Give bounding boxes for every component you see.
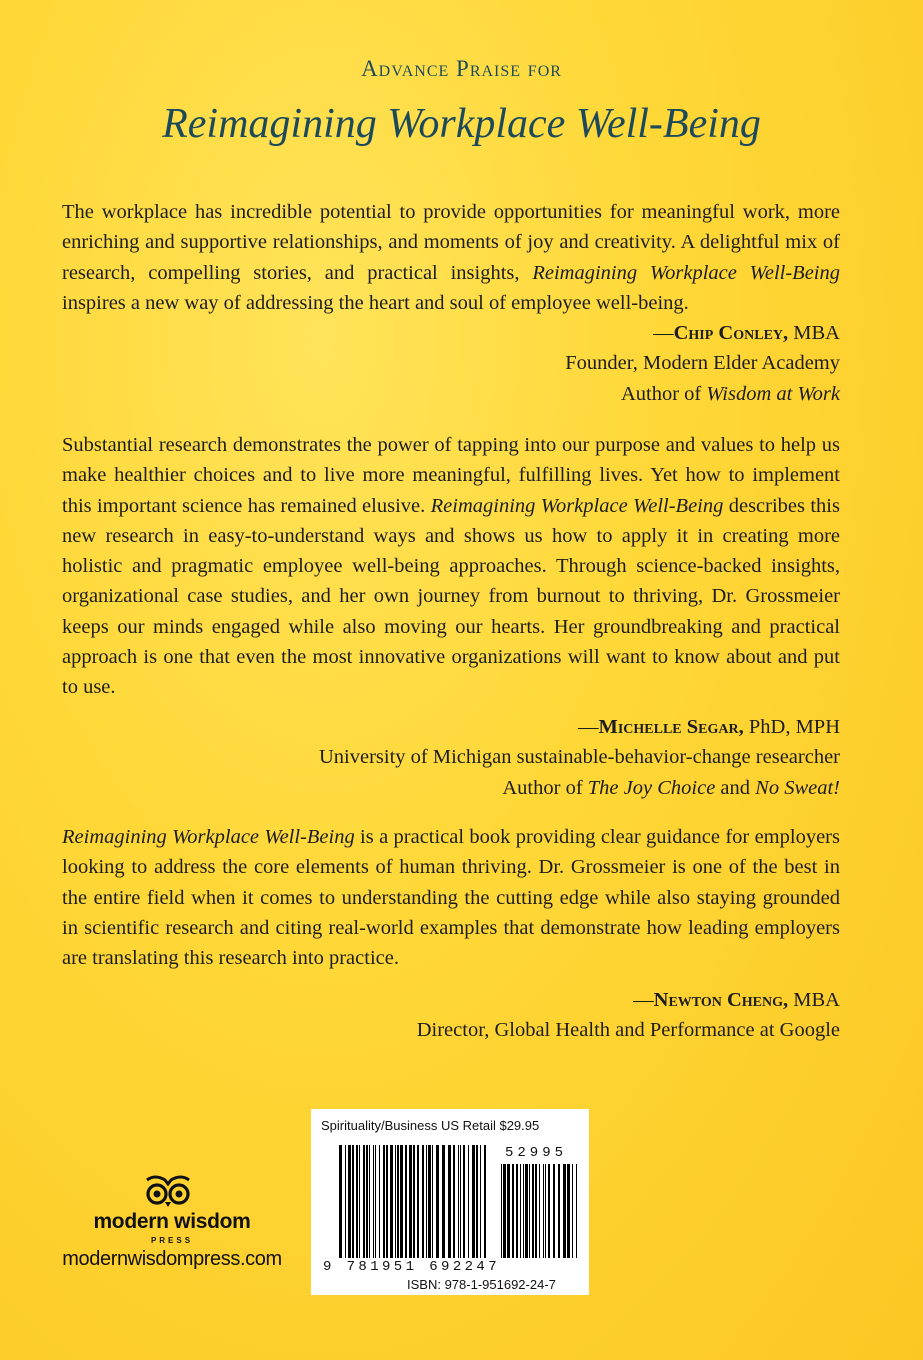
barcode-bar bbox=[567, 1164, 570, 1258]
barcode-bar bbox=[369, 1145, 370, 1258]
attribution-3: —Newton Cheng, MBA Director, Global Health and Performance at Google bbox=[416, 989, 840, 1042]
praise-quote-3: Reimagining Workplace Well-Being is a practical book providing clear guidance for employers looking to address the core elements of human thriving. Dr. Grossmeier is one of the best in the entire field when it comes to understanding the cutting edge while also staying grounded in scientific research and citing real-world examples that demonstrate how leading employers are translating this research into practice. bbox=[62, 826, 840, 970]
barcode-bar bbox=[553, 1164, 555, 1258]
barcode-bar bbox=[453, 1145, 455, 1258]
barcode-bar bbox=[532, 1164, 534, 1258]
barcode-bar bbox=[442, 1145, 445, 1258]
barcode-bar bbox=[512, 1164, 514, 1258]
barcode-bar bbox=[409, 1145, 412, 1258]
barcode-bar bbox=[386, 1145, 388, 1258]
publisher-press: PRESS bbox=[150, 1236, 194, 1245]
barcode-bar bbox=[448, 1145, 451, 1258]
barcode-bar bbox=[472, 1145, 475, 1258]
barcode-bar bbox=[359, 1145, 360, 1258]
isbn-label: ISBN: 978-1-951692-24-7 bbox=[407, 1277, 556, 1292]
barcode-bar bbox=[572, 1164, 573, 1258]
barcode-bar bbox=[405, 1145, 407, 1258]
barcode-bar bbox=[428, 1145, 431, 1258]
barcode-bar bbox=[422, 1145, 424, 1258]
barcode-bar bbox=[413, 1145, 415, 1258]
barcode-bar bbox=[480, 1145, 481, 1258]
praise-quote-1: The workplace has incredible potential to provide opportunities for meaningful work, more enriching and supportive relationships, and moments of joy and creativity. A delightful mix of research, compelling stories, and practical insights, Reimagining Workplace Well-Being inspires a new way of addressing the heart and soul of employee well-being. bbox=[62, 201, 840, 314]
barcode-bar bbox=[345, 1145, 346, 1258]
barcode-bar bbox=[507, 1164, 510, 1258]
heading-pre: Advance Praise for bbox=[361, 56, 562, 81]
barcode-bar bbox=[458, 1145, 459, 1258]
barcode-bar bbox=[525, 1164, 528, 1258]
barcode-bar bbox=[503, 1164, 506, 1258]
barcode-bar bbox=[339, 1145, 342, 1258]
isbn-barcode-icon bbox=[339, 1145, 489, 1258]
publisher-name: modern wisdom bbox=[93, 1210, 251, 1233]
attribution-2: —Michelle Segar, PhD, MPH University of Michigan sustainable-behavior-change researcher Author of The Joy Choice and No Sweat! bbox=[319, 716, 840, 799]
barcode-bar bbox=[529, 1164, 530, 1258]
barcode-bar bbox=[400, 1145, 403, 1258]
barcode-bar bbox=[363, 1145, 365, 1258]
barcode-bar bbox=[523, 1164, 524, 1258]
barcode-bar bbox=[366, 1145, 368, 1258]
barcode-bar bbox=[563, 1164, 566, 1258]
barcode-bar bbox=[516, 1164, 518, 1258]
barcode-bar bbox=[535, 1164, 537, 1258]
barcode-bar bbox=[426, 1145, 427, 1258]
category-price: Spirituality/Business US Retail $29.95 bbox=[321, 1118, 540, 1133]
barcode-bar bbox=[548, 1164, 550, 1258]
barcode-bar bbox=[356, 1145, 358, 1258]
owl-logo-icon bbox=[143, 1174, 193, 1208]
barcode-bar bbox=[545, 1164, 546, 1258]
barcode-bar bbox=[348, 1145, 351, 1258]
barcode-bar bbox=[436, 1145, 439, 1258]
barcode-bar bbox=[501, 1164, 502, 1258]
barcode-bar bbox=[390, 1145, 393, 1258]
barcode-bar bbox=[352, 1145, 354, 1258]
barcode-bar bbox=[432, 1145, 433, 1258]
barcode-bar bbox=[539, 1164, 540, 1258]
addon-number: 52995 bbox=[505, 1145, 568, 1161]
barcode-bar bbox=[576, 1164, 577, 1258]
barcode-bar bbox=[375, 1145, 376, 1258]
barcode-bar bbox=[520, 1164, 521, 1258]
praise-quote-2: Substantial research demonstrates the power of tapping into our purpose and values to help us make healthier choices and to live more meaningful, fulfilling lives. Yet how to implement this important science has remained elusive. Reimagining Workplace Well-Being describes this new research in easy-to-understand ways and shows us how to apply it in creating more holistic and pragmatic employee well-being approaches. Through science-backed insights, organizational case studies, and her own journey from burnout to thriving, Dr. Grossmeier keeps our minds engaged while also moving our hearts. Her groundbreaking and practical approach is one that even the most innovative organizations will want to know about and put to use. bbox=[62, 434, 840, 699]
barcode-bar bbox=[463, 1145, 465, 1258]
barcode-bar bbox=[373, 1145, 374, 1258]
barcode-bar bbox=[558, 1164, 560, 1258]
barcode-bar bbox=[460, 1145, 461, 1258]
barcode-box bbox=[311, 1109, 589, 1295]
barcode-bar bbox=[397, 1145, 399, 1258]
publisher-url[interactable]: modernwisdompress.com bbox=[62, 1248, 282, 1270]
barcode-bar bbox=[543, 1164, 544, 1258]
barcode-bar bbox=[468, 1145, 469, 1258]
attribution-1: —Chip Conley, MBA Founder, Modern Elder Academy Author of Wisdom at Work bbox=[565, 322, 840, 405]
barcode-digits: 9 781951 692247 bbox=[323, 1259, 501, 1275]
barcode-bar bbox=[417, 1145, 419, 1258]
barcode-bar bbox=[383, 1145, 385, 1258]
price-barcode-icon bbox=[501, 1164, 579, 1258]
barcode-bar bbox=[379, 1145, 380, 1258]
barcode-bar bbox=[476, 1145, 478, 1258]
barcode-bar bbox=[395, 1145, 396, 1258]
book-title: Reimagining Workplace Well-Being bbox=[162, 101, 761, 147]
barcode-bar bbox=[484, 1145, 486, 1258]
